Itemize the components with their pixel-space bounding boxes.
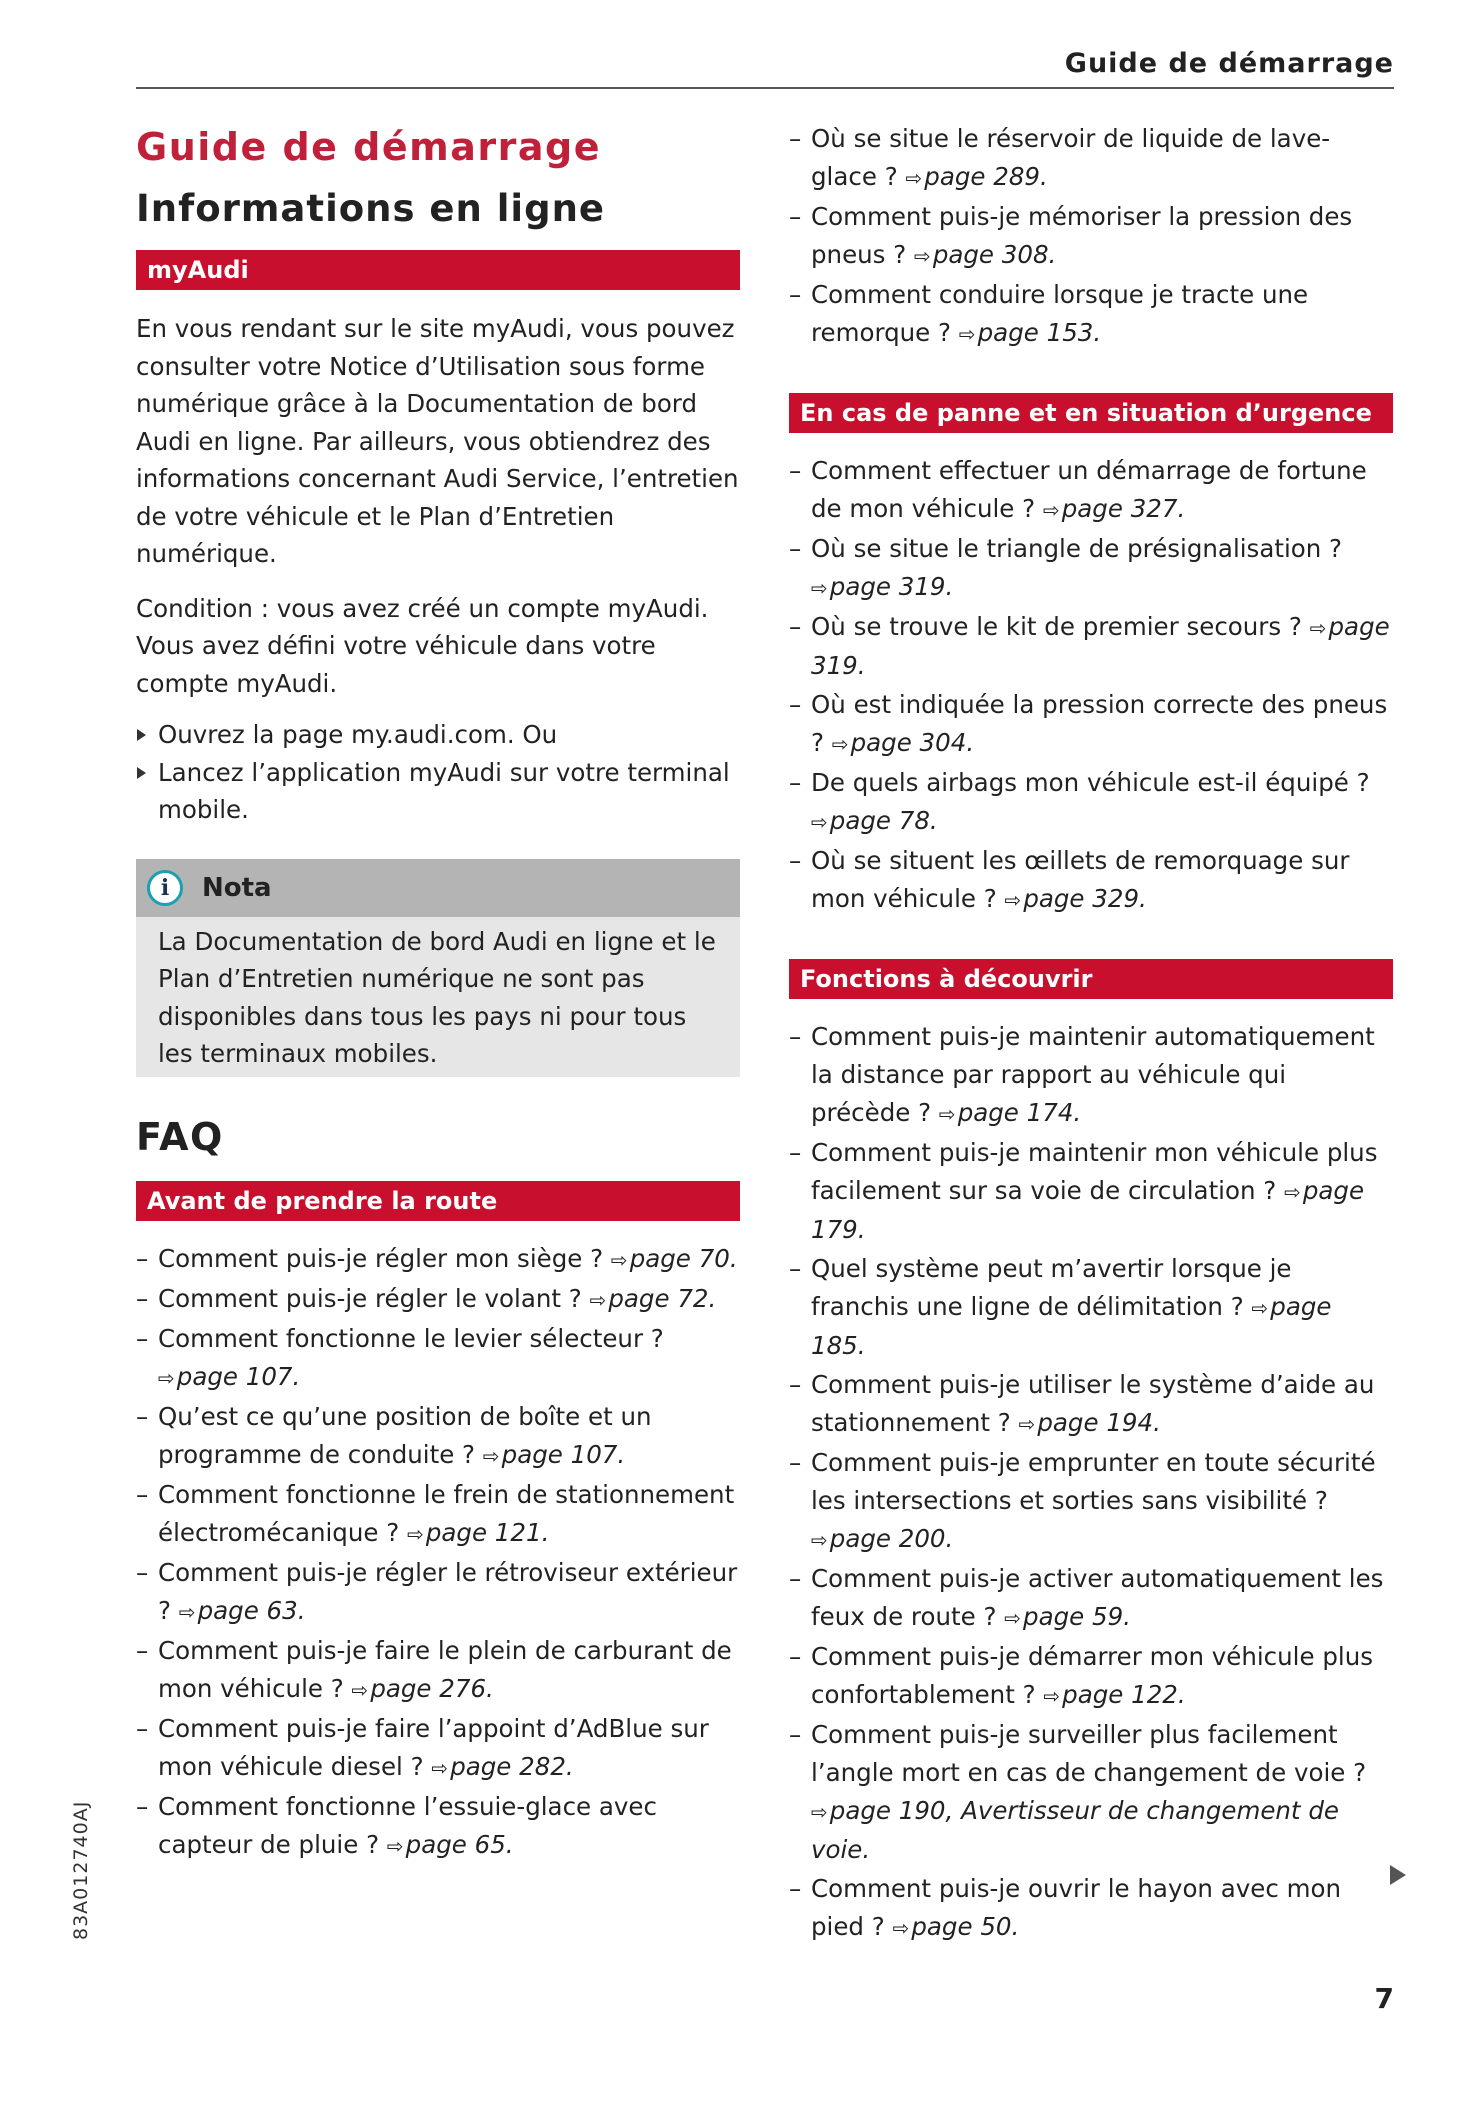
page-reference-link[interactable]: ⇨page 194. — [1018, 1408, 1161, 1437]
faq-item — [789, 276, 1393, 353]
dash-bullet: – — [789, 768, 802, 797]
page-reference-link[interactable]: ⇨page 107. — [482, 1439, 626, 1469]
faq-question: Comment puis-je maintenir automatiquement la distance par rapport au véhicule qui précède ? — [811, 1022, 1375, 1127]
reference-arrow-icon: ⇨ — [589, 1287, 607, 1312]
faq-item — [136, 1710, 740, 1787]
page-reference-link[interactable]: ⇨page 153. — [958, 318, 1102, 347]
dash-bullet: – — [136, 1401, 149, 1431]
note-body: La Documentation de bord Audi en ligne et le Plan d’Entretien numérique ne sont pas disponibles dans tous les pays ni pour tous les terminaux mobiles. — [158, 926, 716, 1068]
faq-item — [789, 198, 1393, 275]
reference-arrow-icon: ⇨ — [610, 1247, 628, 1272]
page-reference-link[interactable]: ⇨page 179. — [811, 1176, 1365, 1244]
faq-question: Comment puis-je régler le volant ? — [158, 1283, 582, 1313]
dash-bullet: – — [136, 1283, 149, 1313]
dash-bullet: – — [136, 1791, 149, 1821]
reference-arrow-icon: ⇨ — [811, 576, 828, 600]
page-reference-link[interactable]: ⇨page 78. — [811, 806, 938, 835]
note-title: Nota — [202, 872, 272, 903]
faq-question: Comment puis-je activer automatiquement les feux de route ? — [811, 1564, 1384, 1631]
running-header: Guide de démarrage — [1064, 48, 1394, 79]
dash-bullet: – — [789, 456, 802, 485]
dash-bullet: – — [789, 1254, 802, 1283]
page-reference-link[interactable]: ⇨page 276. — [351, 1673, 494, 1703]
dash-bullet: – — [789, 690, 802, 719]
reference-arrow-icon: ⇨ — [178, 1599, 196, 1624]
page-reference-link[interactable]: ⇨page 72. — [589, 1283, 717, 1313]
reference-arrow-icon: ⇨ — [1004, 888, 1022, 912]
page-reference-link[interactable]: ⇨page 107. — [158, 1361, 301, 1391]
faq-item — [136, 1398, 740, 1475]
page-reference-link[interactable]: ⇨page 59. — [1004, 1602, 1131, 1631]
reference-arrow-icon: ⇨ — [482, 1443, 500, 1468]
page-reference-link[interactable]: ⇨page 200. — [811, 1524, 954, 1553]
page-reference-link[interactable]: ⇨page 70. — [610, 1243, 738, 1273]
faq-item — [136, 1280, 740, 1319]
faq-question: Où se situent les œillets de remorquage sur mon véhicule ? — [811, 846, 1350, 913]
myaudi-paragraph: En vous rendant sur le site myAudi, vous pouvez consulter votre Notice d’Utilisation sous forme numérique grâce à la Documentation de bord Audi en ligne. Par ailleurs, vous obtiendrez des informations concernant Audi Service, l’entretien de votre véhicule et le Plan d’Entretien numérique. — [136, 314, 739, 568]
page-reference-link[interactable]: ⇨page 327. — [1042, 494, 1186, 523]
dash-bullet: – — [136, 1557, 149, 1587]
faq-question: Comment puis-je ouvrir le hayon avec mon pied ? — [811, 1874, 1341, 1941]
dash-bullet: – — [789, 534, 802, 563]
dash-bullet: – — [789, 124, 802, 153]
faq-question: Comment puis-je démarrer mon véhicule plus confortablement ? — [811, 1642, 1373, 1709]
faq-question: Comment fonctionne l’essuie-glace avec capteur de pluie ? — [158, 1791, 657, 1859]
page-reference-link[interactable]: ⇨page 289. — [905, 162, 1048, 191]
reference-arrow-icon: ⇨ — [431, 1755, 449, 1780]
reference-arrow-icon: ⇨ — [386, 1833, 404, 1858]
step-item: Lancez l’application myAudi sur votre terminal mobile. — [136, 754, 740, 829]
faq-question: Quel système peut m’avertir lorsque je franchis une ligne de délimitation ? — [811, 1254, 1292, 1321]
reference-arrow-icon: ⇨ — [831, 732, 849, 756]
faq-question: Où se situe le réservoir de liquide de lave-glace ? — [811, 124, 1331, 191]
faq-item — [789, 1638, 1393, 1715]
before-road-heading-bar: Avant de prendre la route — [136, 1181, 740, 1221]
section-title: Informations en ligne — [136, 187, 606, 230]
left-column — [136, 120, 740, 1866]
dash-bullet: – — [789, 846, 802, 875]
before-road-list — [136, 1240, 740, 1865]
emergency-list — [789, 452, 1393, 919]
faq-item — [789, 1366, 1393, 1443]
chapter-title: Guide de démarrage — [136, 125, 601, 169]
page-reference-link[interactable]: ⇨page 319. — [811, 612, 1390, 680]
page-reference-link[interactable]: ⇨page 319. — [811, 572, 954, 601]
header-rule — [136, 87, 1394, 89]
reference-arrow-icon: ⇨ — [1018, 1412, 1036, 1436]
reference-arrow-icon: ⇨ — [407, 1521, 424, 1546]
continued-list — [789, 120, 1393, 353]
page-number: 7 — [1374, 1982, 1394, 2015]
faq-item — [789, 608, 1393, 685]
step-item: Ouvrez la page my.audi.com. Ou — [136, 716, 740, 754]
myaudi-heading-bar: myAudi — [136, 250, 740, 290]
dash-bullet: – — [789, 612, 802, 641]
myaudi-condition: Condition : vous avez créé un compte myAudi. Vous avez défini votre véhicule dans votre compte myAudi. — [136, 593, 709, 698]
step-arrow-icon — [137, 729, 146, 741]
reference-arrow-icon: ⇨ — [914, 244, 931, 268]
dash-bullet: – — [789, 1138, 802, 1167]
page-reference-link[interactable]: ⇨page 282. — [431, 1751, 574, 1781]
faq-item — [789, 1018, 1393, 1133]
page-reference-link[interactable]: ⇨page 122. — [1043, 1680, 1186, 1709]
reference-arrow-icon: ⇨ — [1309, 616, 1327, 640]
page-reference-link[interactable]: ⇨page 50. — [892, 1912, 1020, 1941]
faq-item — [789, 1250, 1393, 1365]
page-reference-link[interactable]: ⇨page 185. — [811, 1292, 1332, 1360]
page-reference-link[interactable]: ⇨page 190, Avertisseur de changement de voie. — [811, 1796, 1339, 1864]
right-column — [789, 120, 1393, 1948]
faq-question: Comment fonctionne le levier sélecteur ? — [158, 1323, 664, 1353]
faq-question: Où se situe le triangle de présignalisation ? — [811, 534, 1343, 563]
faq-question: Qu’est ce qu’une position de boîte et un programme de conduite ? — [158, 1401, 652, 1469]
page-reference-link[interactable]: ⇨page 121. — [407, 1517, 550, 1547]
faq-item — [789, 1716, 1393, 1869]
dash-bullet: – — [789, 1720, 802, 1749]
page-reference-link[interactable]: ⇨page 329. — [1004, 884, 1147, 913]
faq-item — [136, 1320, 740, 1397]
reference-arrow-icon: ⇨ — [811, 810, 828, 834]
reference-arrow-icon: ⇨ — [1284, 1180, 1301, 1204]
page-reference-link[interactable]: ⇨page 308. — [914, 240, 1057, 269]
faq-question: Comment puis-je faire l’appoint d’AdBlue sur mon véhicule diesel ? — [158, 1713, 709, 1781]
reference-arrow-icon: ⇨ — [1042, 498, 1060, 522]
page-reference-link[interactable]: ⇨page 174. — [938, 1098, 1082, 1127]
page-reference-link[interactable]: ⇨page 304. — [831, 728, 975, 757]
reference-arrow-icon: ⇨ — [1004, 1606, 1022, 1630]
dash-bullet: – — [789, 1022, 802, 1051]
faq-question: Comment puis-je maintenir mon véhicule plus facilement sur sa voie de circulation ? — [811, 1138, 1378, 1205]
page-reference-link[interactable]: ⇨page 65. — [386, 1829, 514, 1859]
faq-question: Où est indiquée la pression correcte des pneus ? — [811, 690, 1388, 757]
emergency-heading-bar: En cas de panne et en situation d’urgence — [789, 393, 1393, 433]
faq-question: Comment puis-je régler mon siège ? — [158, 1243, 604, 1273]
faq-item — [136, 1788, 740, 1865]
reference-arrow-icon: ⇨ — [1043, 1684, 1061, 1708]
faq-item — [136, 1632, 740, 1709]
faq-item — [789, 452, 1393, 529]
dash-bullet: – — [789, 202, 802, 231]
reference-arrow-icon: ⇨ — [1251, 1296, 1269, 1320]
faq-question: Comment conduire lorsque je tracte une remorque ? — [811, 280, 1309, 347]
faq-question: Comment puis-je surveiller plus facilement l’angle mort en cas de changement de voie ? — [811, 1720, 1367, 1787]
info-icon: i — [147, 870, 183, 906]
myaudi-steps — [136, 716, 740, 829]
faq-item — [789, 686, 1393, 763]
faq-title: FAQ — [136, 1114, 224, 1159]
dash-bullet: – — [136, 1323, 149, 1353]
reference-arrow-icon: ⇨ — [892, 1916, 910, 1940]
dash-bullet: – — [789, 1564, 802, 1593]
dash-bullet: – — [136, 1635, 149, 1665]
dash-bullet: – — [789, 1642, 802, 1671]
reference-arrow-icon: ⇨ — [905, 166, 923, 190]
faq-item — [789, 1134, 1393, 1249]
dash-bullet: – — [136, 1479, 149, 1509]
dash-bullet: – — [136, 1243, 149, 1273]
faq-item — [789, 1560, 1393, 1637]
faq-question: Comment fonctionne le frein de stationnement électromécanique ? — [158, 1479, 735, 1547]
discover-heading-bar: Fonctions à découvrir — [789, 959, 1393, 999]
faq-item — [789, 1870, 1393, 1947]
faq-item — [136, 1476, 740, 1553]
faq-item — [789, 842, 1393, 919]
dash-bullet: – — [789, 280, 802, 309]
faq-item — [136, 1554, 740, 1631]
faq-question: Comment puis-je utiliser le système d’aide au stationnement ? — [811, 1370, 1375, 1437]
faq-item — [789, 120, 1393, 197]
faq-question: Comment puis-je régler le rétroviseur extérieur ? — [158, 1557, 738, 1625]
reference-arrow-icon: ⇨ — [938, 1102, 956, 1126]
page-reference-link[interactable]: ⇨page 63. — [178, 1595, 306, 1625]
faq-question: Comment puis-je faire le plein de carburant de mon véhicule ? — [158, 1635, 732, 1703]
reference-arrow-icon: ⇨ — [811, 1528, 828, 1552]
faq-item — [789, 1444, 1393, 1559]
step-arrow-icon — [137, 767, 146, 779]
discover-list — [789, 1018, 1393, 1947]
dash-bullet: – — [789, 1874, 802, 1903]
note-box — [136, 859, 740, 1077]
reference-arrow-icon: ⇨ — [351, 1677, 369, 1702]
faq-question: Comment effectuer un démarrage de fortune de mon véhicule ? — [811, 456, 1367, 523]
faq-question: Comment puis-je emprunter en toute sécurité les intersections et sorties sans visibilité ? — [811, 1448, 1376, 1515]
note-header — [136, 859, 740, 917]
faq-question: De quels airbags mon véhicule est-il équipé ? — [811, 768, 1370, 797]
faq-item — [789, 764, 1393, 841]
faq-item — [136, 1240, 740, 1279]
faq-question: Comment puis-je mémoriser la pression des pneus ? — [811, 202, 1353, 269]
dash-bullet: – — [136, 1713, 149, 1743]
faq-question: Où se trouve le kit de premier secours ? — [811, 612, 1302, 641]
reference-arrow-icon: ⇨ — [811, 1800, 828, 1824]
reference-arrow-icon: ⇨ — [158, 1365, 175, 1390]
dash-bullet: – — [789, 1370, 802, 1399]
faq-item — [789, 530, 1393, 607]
reference-arrow-icon: ⇨ — [958, 322, 976, 346]
next-page-arrow-icon — [1390, 1865, 1406, 1885]
dash-bullet: – — [789, 1448, 802, 1477]
document-code: 83A012740AJ — [70, 1800, 92, 1940]
